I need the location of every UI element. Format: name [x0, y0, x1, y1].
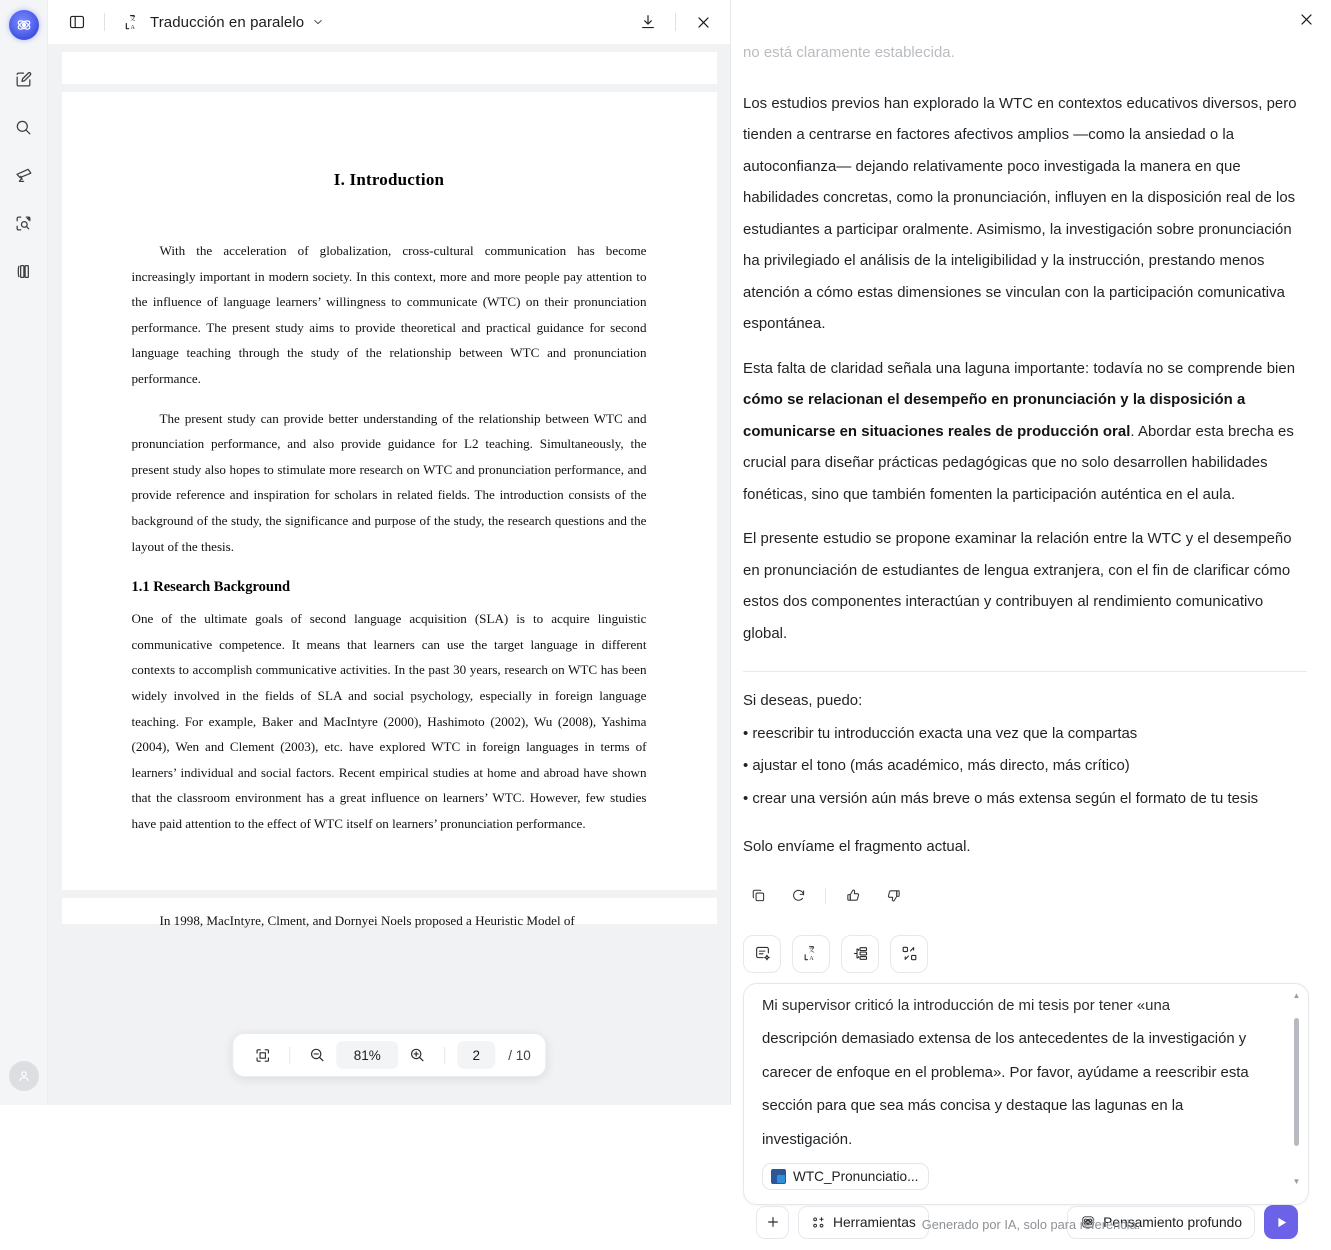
left-rail	[0, 0, 48, 1105]
pdf-title: Traducción en paralelo	[150, 13, 305, 31]
translate-icon[interactable]	[792, 935, 830, 973]
download-icon[interactable]	[633, 7, 663, 37]
thumbs-up-icon[interactable]	[838, 881, 868, 911]
document-paragraph: One of the ultimate goals of second language acquisition (SLA) is to acquire linguistic communicative competence. It means that learners can use the target language in different contexts to accomplish communicative activities. In the past 30 years, research on WTC has been widely involved in the fields of SLA and social psychology, especially in foreign language teaching. For example, Baker and MacIntyre (2000), Hashimoto (2002), Wu (2008), Yashima (2004), Wen and Clement (2003), etc. have explored WTC in foreign languages in terms of learners’ individual and social factors. Recent empirical studies at home and abroad have shown that the classroom environment has a great influence on learners’ WTC. However, few studies have paid attention to the effect of WTC itself on learners’ pronunciation performance.	[131, 611, 647, 831]
deep-think-label: Pensamiento profundo	[1103, 1214, 1242, 1230]
paragraph-2-tail: . Abordar esta brecha es crucial para diseñar prácticas pedagógicas que no solo desarrollen habilidades fonéticas, sino que también fomenten la participación auténtica en el aula.	[743, 423, 1294, 503]
chat-close-icon[interactable]	[1291, 4, 1321, 34]
svg-text:文: 文	[129, 15, 136, 22]
sidebar-toggle-icon[interactable]	[62, 7, 92, 37]
thumbs-down-icon[interactable]	[878, 881, 908, 911]
pdf-scroll-area[interactable]	[48, 44, 730, 1105]
assistant-message	[743, 38, 1307, 973]
doc-file-icon	[771, 1169, 786, 1184]
composer-line: descripción demasiado extensa de los antecedentes de la investigación y	[762, 1031, 1247, 1047]
page-total: / 10	[508, 1047, 531, 1063]
page-number-input[interactable]: 2	[457, 1041, 495, 1069]
offer-intro: Si deseas, puedo:	[743, 693, 863, 709]
composer-input[interactable]	[744, 984, 1308, 1195]
scroll-down-icon[interactable]: ▼	[1292, 1177, 1301, 1186]
mindmap-icon[interactable]	[890, 935, 928, 973]
action-divider	[825, 888, 826, 904]
message-paragraph-1: Los estudios previos han explorado la WTC en contextos educativos diversos, pero tienden a centrarse en factores afectivos amplios —como la ansiedad o la autoconfianza— dejando relativamente poco investigada la manera en que habilidades concretas, como la pronunciación, influyen en la disposición real de los estudiantes a participar oralmente. Asimismo, la investigación sobre pronunciación ha privilegiado el análisis de la inteligibilidad y la instrucción, prestando menos atención a cómo estas dimensiones se vinculan con la participación comunicativa espontánea.	[743, 95, 1297, 332]
message-closing: Solo envíame el fragmento actual.	[743, 839, 971, 855]
chat-pane	[731, 0, 1331, 1232]
sidebar-item-image-search[interactable]	[7, 206, 41, 240]
pdf-page-next	[62, 898, 717, 929]
offer-item: • ajustar el tono (más académico, más directo, más crítico)	[743, 758, 1130, 774]
composer-scrollbar[interactable]	[1293, 992, 1300, 1187]
pdf-zoom-toolbar	[232, 1033, 546, 1077]
document-paragraph-next: In 1998, MacIntyre, Clment, and Dornyei Noels proposed a Heuristic Model of	[159, 913, 575, 929]
offer-item: • reescribir tu introducción exacta una vez que la compartas	[743, 725, 1138, 742]
paragraph-2-bold: cómo se relacionan el desempeño en pronunciación y la disposición a comunicarse en situaciones reales de producción oral	[743, 392, 1246, 440]
scrollbar-thumb[interactable]	[1294, 1018, 1299, 1146]
document-paragraph: With the acceleration of globalization, cross-cultural communication has become increasingly important in modern society. In this context, more and more people pay attention to the influence of language learners’ willingness to communicate (WTC) on their pronunciation performance. The present study aims to provide theoretical and practical guidance for second language teaching through the study of the relationship between WTC and pronunciation performance.	[131, 243, 647, 386]
scrollbar-track[interactable]	[1294, 1004, 1299, 1175]
outline-icon[interactable]	[841, 935, 879, 973]
app-logo[interactable]	[9, 10, 39, 40]
scroll-up-icon[interactable]: ▲	[1292, 990, 1301, 1000]
user-avatar[interactable]	[9, 1061, 39, 1091]
sidebar-item-compose[interactable]	[7, 62, 41, 96]
svg-text:文: 文	[807, 947, 815, 954]
sidebar-item-search[interactable]	[7, 110, 41, 144]
header-divider	[104, 13, 105, 31]
tools-label: Herramientas	[833, 1214, 916, 1230]
pdf-close-icon[interactable]	[688, 7, 718, 37]
translation-mode-selector[interactable]	[117, 9, 330, 36]
sidebar-item-library[interactable]	[7, 254, 41, 288]
toolbar-divider-2	[444, 1047, 445, 1064]
header-divider-2	[675, 13, 676, 31]
offer-item: • crear una versión aún más breve o más extensa según el formato de tu tesis	[743, 790, 1259, 807]
pdf-pane	[48, 0, 731, 1105]
message-paragraph-3: El presente estudio se propone examinar la relación entre la WTC y el desempeño en pronunciación de estudiantes de lengua extranjera, con el fin de clarificar cómo estos dos componentes interactúan y contribuyen al rendimiento comunicativo global.	[743, 531, 1292, 642]
svg-text:A: A	[808, 956, 814, 963]
ai-disclaimer: Generado por IA, solo para referencia.	[921, 1216, 1141, 1232]
zoom-in-icon[interactable]	[402, 1040, 432, 1070]
attachment-chip[interactable]	[762, 1163, 929, 1190]
composer-line: investigación.	[762, 1131, 853, 1148]
document-subheading: 1.1 Research Background	[131, 579, 291, 596]
message-faded-tail: no está claramente establecida.	[743, 45, 955, 61]
zoom-out-icon[interactable]	[302, 1040, 332, 1070]
message-divider	[743, 671, 1307, 672]
regenerate-icon[interactable]	[783, 881, 813, 911]
copy-icon[interactable]	[743, 881, 773, 911]
pdf-header	[48, 0, 730, 44]
toolbar-divider	[289, 1047, 290, 1064]
pdf-page-previous	[62, 52, 717, 84]
chat-messages[interactable]	[731, 0, 1331, 973]
zoom-level[interactable]: 81%	[336, 1041, 398, 1069]
composer-line: sección para que sea más concisa y destaque las lagunas en la	[762, 1098, 1184, 1114]
quick-tools-bar	[743, 935, 1307, 973]
composer-line: carecer de enfoque en el problema». Por favor, ayúdame a reescribir esta	[762, 1064, 1249, 1081]
message-paragraph-2	[743, 354, 1307, 512]
message-action-bar	[743, 881, 1307, 911]
sidebar-item-discover[interactable]	[7, 158, 41, 192]
attachment-name: WTC_Pronunciatio...	[793, 1169, 919, 1184]
translate-icon	[123, 13, 142, 32]
composer-line: Mi supervisor criticó la introducción de mi tesis por tener «una	[762, 997, 1171, 1014]
chevron-down-icon	[312, 16, 324, 28]
svg-text:A: A	[130, 24, 135, 31]
paragraph-2-lead: Esta falta de claridad señala una laguna importante: todavía no se comprende bien	[743, 360, 1296, 377]
fit-page-icon[interactable]	[247, 1040, 277, 1070]
document-paragraph: The present study can provide better understanding of the relationship between WTC and pronunciation performance, and also provide guidance for L2 teaching. Simultaneously, the present study also hopes to stimulate more research on WTC and pronunciation performance, and provide reference and inspiration for scholars in related fields. The introduction consists of the background of the study, the significance and purpose of the study, the research questions and the layout of the thesis.	[131, 410, 647, 554]
pdf-page	[62, 92, 717, 890]
document-heading: I. Introduction	[333, 170, 445, 189]
summarize-icon[interactable]	[743, 935, 781, 973]
